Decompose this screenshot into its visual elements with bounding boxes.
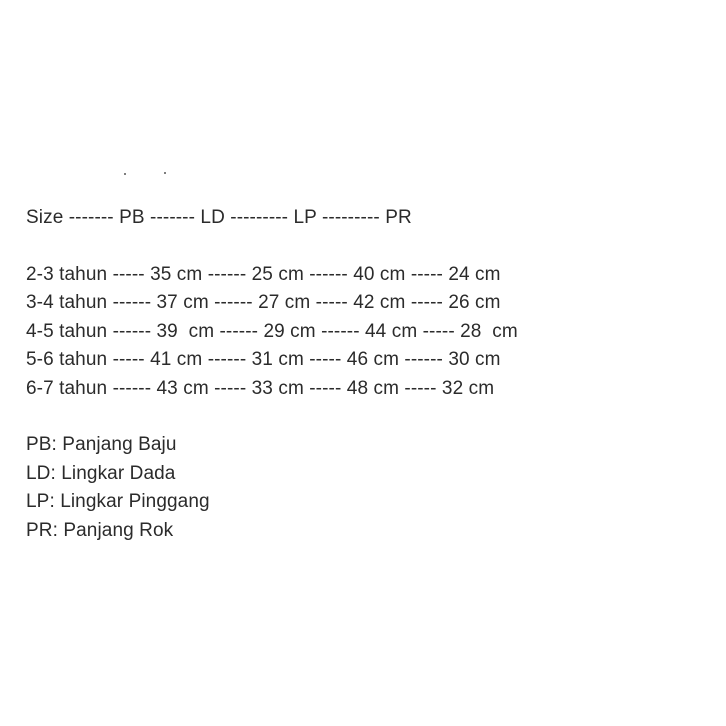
legend-item-pb: PB: Panjang Baju — [26, 434, 177, 455]
size-row-5-6: 5-6 tahun ----- 41 cm ------ 31 cm ----- 46 cm ------ 30 cm — [26, 349, 501, 370]
size-chart — [26, 204, 706, 545]
spacer — [26, 403, 706, 431]
speck-dot — [164, 172, 166, 174]
legend-item-pr: PR: Panjang Rok — [26, 519, 174, 541]
size-rows — [26, 261, 706, 404]
size-row-4-5: 4-5 tahun ------ 39 cm ------ 29 cm ------ 44 cm ----- 28 cm — [26, 320, 518, 342]
abbreviation-legend — [26, 431, 706, 545]
speck-dot — [124, 173, 126, 175]
legend-item-lp: LP: Lingkar Pinggang — [26, 491, 210, 512]
size-header-row: Size ------- PB ------- LD --------- LP --------- PR — [26, 207, 412, 228]
spacer — [26, 233, 706, 261]
legend-item-ld: LD: Lingkar Dada — [26, 462, 176, 484]
size-row-2-3: 2-3 tahun ----- 35 cm ------ 25 cm ------ 40 cm ----- 24 cm — [26, 263, 501, 285]
size-row-6-7: 6-7 tahun ------ 43 cm ----- 33 cm ----- 48 cm ----- 32 cm — [26, 377, 495, 399]
decorative-specks — [124, 171, 174, 177]
size-row-3-4: 3-4 tahun ------ 37 cm ------ 27 cm ----- 42 cm ----- 26 cm — [26, 292, 501, 313]
